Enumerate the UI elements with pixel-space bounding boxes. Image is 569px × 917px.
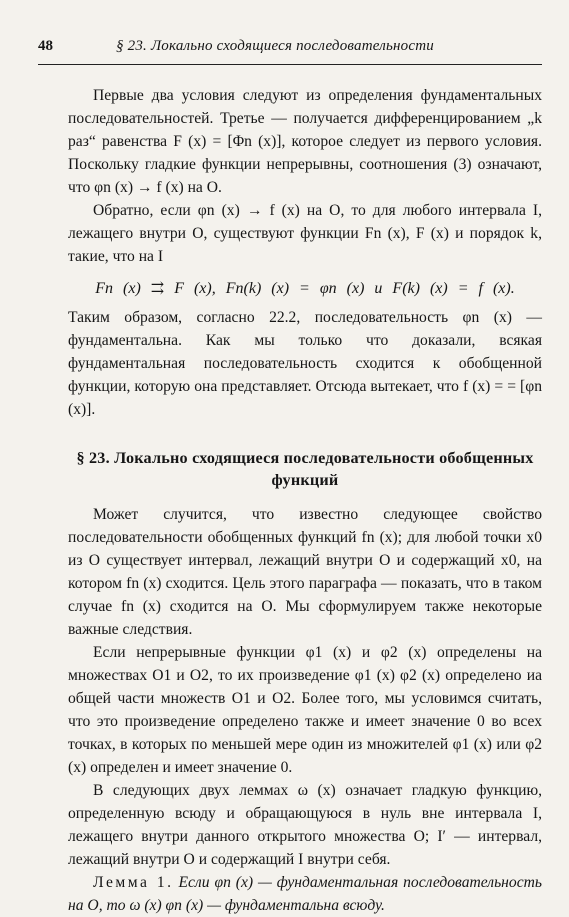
lemma-statement: Если φn (x) — фундаментальная последовательность на O, то ω (x) φn (x) — фундаментальна всюду.: [68, 874, 542, 914]
section-paragraph-1: Может случится, что известно следующее свойство последовательности обобщенных функций fn (x); для любой точки x0 из O существует интервал, лежащий внутри O и содержащий x0, на котором fn (x) сходится. Цель этого параграфа — показать, что в таком случае fn (x) сходится на O. Мы сформулируем также некоторые важные следствия.: [68, 506, 542, 638]
display-formula: Fn (x) ⇉ F (x), Fn(k) (x) = φn (x) и F(k) (x) = f (x).: [95, 280, 515, 297]
paragraph-1: Первые два условия следуют из определения фундаментальных последовательностей. Третье — получается дифференцированием „k раз“ равенства F (x) = [Φn (x)], которое следует из первого условия. Поскольку гладкие функции непрерывны, соотношения (3) означают, что φn (x) → f (x) на O.: [68, 87, 542, 196]
section-paragraph-3: В следующих двух леммах ω (x) означает гладкую функцию, определенную всюду и обращающуюся в нуль вне интервала I, лежащего внутри данного открытого множества O; I′ — интервал, лежащий внутри O и содержащий I внутри себя.: [68, 782, 542, 868]
section-title: § 23. Локально сходящиеся последовательности обобщенных функций: [76, 449, 534, 489]
page-body: [68, 84, 542, 917]
paragraph-2: Обратно, если φn (x) → f (x) на O, то для любого интервала I, лежащего внутри O, существуют функции Fn (x), F (x) и порядок k, такие, что на I: [68, 202, 542, 265]
lemma-label: Лемма 1.: [93, 874, 174, 891]
running-head: § 23. Локально сходящиеся последовательности: [116, 38, 434, 54]
paragraph-3: Таким образом, согласно 22.2, последовательность φn (x) — фундаментальна. Как мы только что доказали, всякая фундаментальная последовательность сходится к обобщенной функции, которую она представляет. Отсюда вытекает, что f (x) = = [φn (x)].: [68, 309, 542, 418]
page-header: [38, 38, 542, 60]
header-rule: [38, 64, 542, 65]
lemma-1: [68, 871, 542, 917]
page-number: 48: [38, 38, 53, 54]
section-paragraph-2: Если непрерывные функции φ1 (x) и φ2 (x) определены на множествах O1 и O2, то их произведение φ1 (x) φ2 (x) определено иа общей части множеств O1 и O2. Более того, мы условимся считать, что это произведение определено также и имеет значение 0 во всех точках, в которых по меньшей мере один из множителей φ1 (x) или φ2 (x) определен и имеет значение 0.: [68, 644, 542, 776]
